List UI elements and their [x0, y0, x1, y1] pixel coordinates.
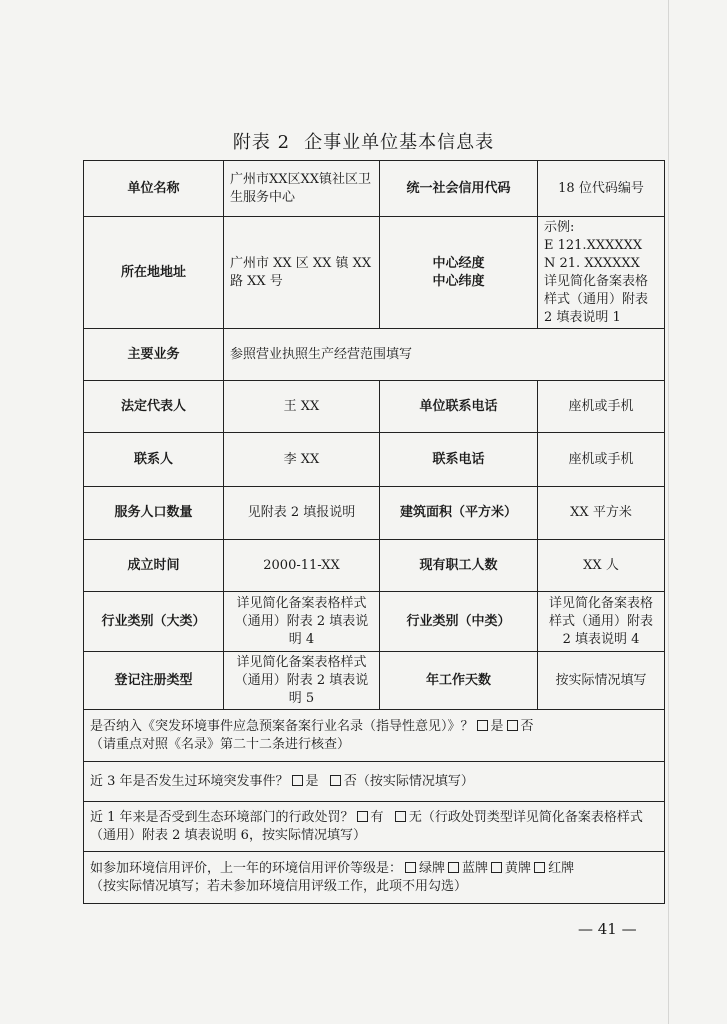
question-text: 近 3 年是否发生过环境突发事件？: [90, 773, 289, 789]
coord-note: 详见简化备案表格样式（通用）附表 2 填表说明 1: [544, 273, 649, 325]
page-number: — 41 —: [578, 920, 637, 938]
checkbox-no[interactable]: [395, 811, 406, 822]
cell-label: 服务人口数量: [84, 487, 224, 540]
cell-label: 联系人: [84, 433, 224, 487]
cell-value: 广州市 XX 区 XX 镇 XX 路 XX 号: [224, 217, 380, 329]
cell-value: 详见简化备案表格样式（通用）附表 2 填表说明 5: [224, 652, 380, 710]
question-text: 近 1 年来是否受到生态环境部门的行政处罚？: [90, 809, 354, 825]
cell-label: 成立时间: [84, 540, 224, 592]
checkbox-yes[interactable]: [477, 720, 488, 731]
table-row: [84, 652, 665, 710]
cell-value: XX 人: [538, 540, 665, 592]
cell-label: 现有职工人数: [380, 540, 538, 592]
title-prefix: 附表 2: [232, 132, 291, 153]
cell-value: 座机或手机: [538, 381, 665, 433]
question-note: （请重点对照《名录》第二十二条进行核查）: [90, 736, 351, 752]
cell-value: 王 XX: [224, 381, 380, 433]
option-label: 蓝牌: [462, 860, 489, 876]
option-label: 是: [305, 773, 319, 789]
table-row: [84, 217, 665, 329]
option-label: 绿牌: [419, 860, 446, 876]
checkbox-blue[interactable]: [448, 862, 459, 873]
table-row: [84, 592, 665, 652]
coord-latitude: N 21. XXXXXX: [544, 255, 640, 271]
cell-value: 见附表 2 填报说明: [224, 487, 380, 540]
table-row: [84, 852, 665, 904]
longitude-label: 中心经度: [432, 255, 485, 271]
cell-value: 18 位代码编号: [538, 161, 665, 217]
option-label: 是: [490, 718, 504, 734]
table-row: [84, 433, 665, 487]
cell-value: 详见简化备案表格样式（通用）附表 2 填表说明 4: [224, 592, 380, 652]
cell-value: XX 平方米: [538, 487, 665, 540]
cell-label: 单位联系电话: [380, 381, 538, 433]
checkbox-yes[interactable]: [292, 775, 303, 786]
table-row: [84, 381, 665, 433]
checkbox-no[interactable]: [507, 720, 518, 731]
table-row: [84, 487, 665, 540]
cell-label: 行业类别（中类）: [380, 592, 538, 652]
cell-value: 座机或手机: [538, 433, 665, 487]
cell-value: 李 XX: [224, 433, 380, 487]
option-label: 红牌: [548, 860, 575, 876]
question-credit-rating: [84, 852, 665, 904]
title-text: 企事业单位基本信息表: [304, 132, 495, 153]
cell-value: 详见简化备案表格样式（通用）附表 2 填表说明 4: [538, 592, 665, 652]
checkbox-green[interactable]: [405, 862, 416, 873]
checkbox-no[interactable]: [330, 775, 341, 786]
option-label: 黄牌: [505, 860, 532, 876]
option-label: 否（按实际情况填写）: [343, 773, 474, 789]
cell-label: [380, 217, 538, 329]
page-title: [0, 128, 727, 154]
cell-label: 统一社会信用代码: [380, 161, 538, 217]
cell-label: 主要业务: [84, 329, 224, 381]
question-text: 如参加环境信用评价，上一年的环境信用评价等级是：: [90, 860, 403, 876]
checkbox-yellow[interactable]: [491, 862, 502, 873]
question-penalty: [84, 802, 665, 852]
table-row: [84, 540, 665, 592]
option-label: 有: [370, 809, 384, 825]
coord-example-label: 示例:: [544, 219, 575, 235]
cell-label: 年工作天数: [380, 652, 538, 710]
table-row: [84, 161, 665, 217]
cell-label: 单位名称: [84, 161, 224, 217]
option-label: 否: [520, 718, 534, 734]
cell-value: 2000-11-XX: [224, 540, 380, 592]
cell-value: [538, 217, 665, 329]
table-row: [84, 802, 665, 852]
table-row: [84, 762, 665, 802]
latitude-label: 中心纬度: [432, 273, 485, 289]
checkbox-yes[interactable]: [357, 811, 368, 822]
cell-label: 建筑面积（平方米）: [380, 487, 538, 540]
question-text: 是否纳入《突发环境事件应急预案备案行业名录（指导性意见）》？: [90, 718, 474, 734]
question-industry-list: [84, 710, 665, 762]
question-note: （按实际情况填写；若未参加环境信用评级工作，此项不用勾选）: [90, 878, 468, 894]
table-row: [84, 329, 665, 381]
cell-value: 广州市XX区XX镇社区卫生服务中心: [224, 161, 380, 217]
cell-value: 按实际情况填写: [538, 652, 665, 710]
table-row: [84, 710, 665, 762]
cell-label: 法定代表人: [84, 381, 224, 433]
info-table: [83, 160, 665, 904]
cell-label: 联系电话: [380, 433, 538, 487]
cell-label: 登记注册类型: [84, 652, 224, 710]
checkbox-red[interactable]: [534, 862, 545, 873]
question-incidents: [84, 762, 665, 802]
coord-longitude: E 121.XXXXXX: [544, 237, 643, 253]
option-label: 无（行政处罚类型详见简化备案表格样式（通用）附表 2 填表说明 6，按实际情况填写）: [90, 809, 643, 843]
cell-value: 参照营业执照生产经营范围填写: [224, 329, 665, 381]
cell-label: 所在地地址: [84, 217, 224, 329]
cell-label: 行业类别（大类）: [84, 592, 224, 652]
